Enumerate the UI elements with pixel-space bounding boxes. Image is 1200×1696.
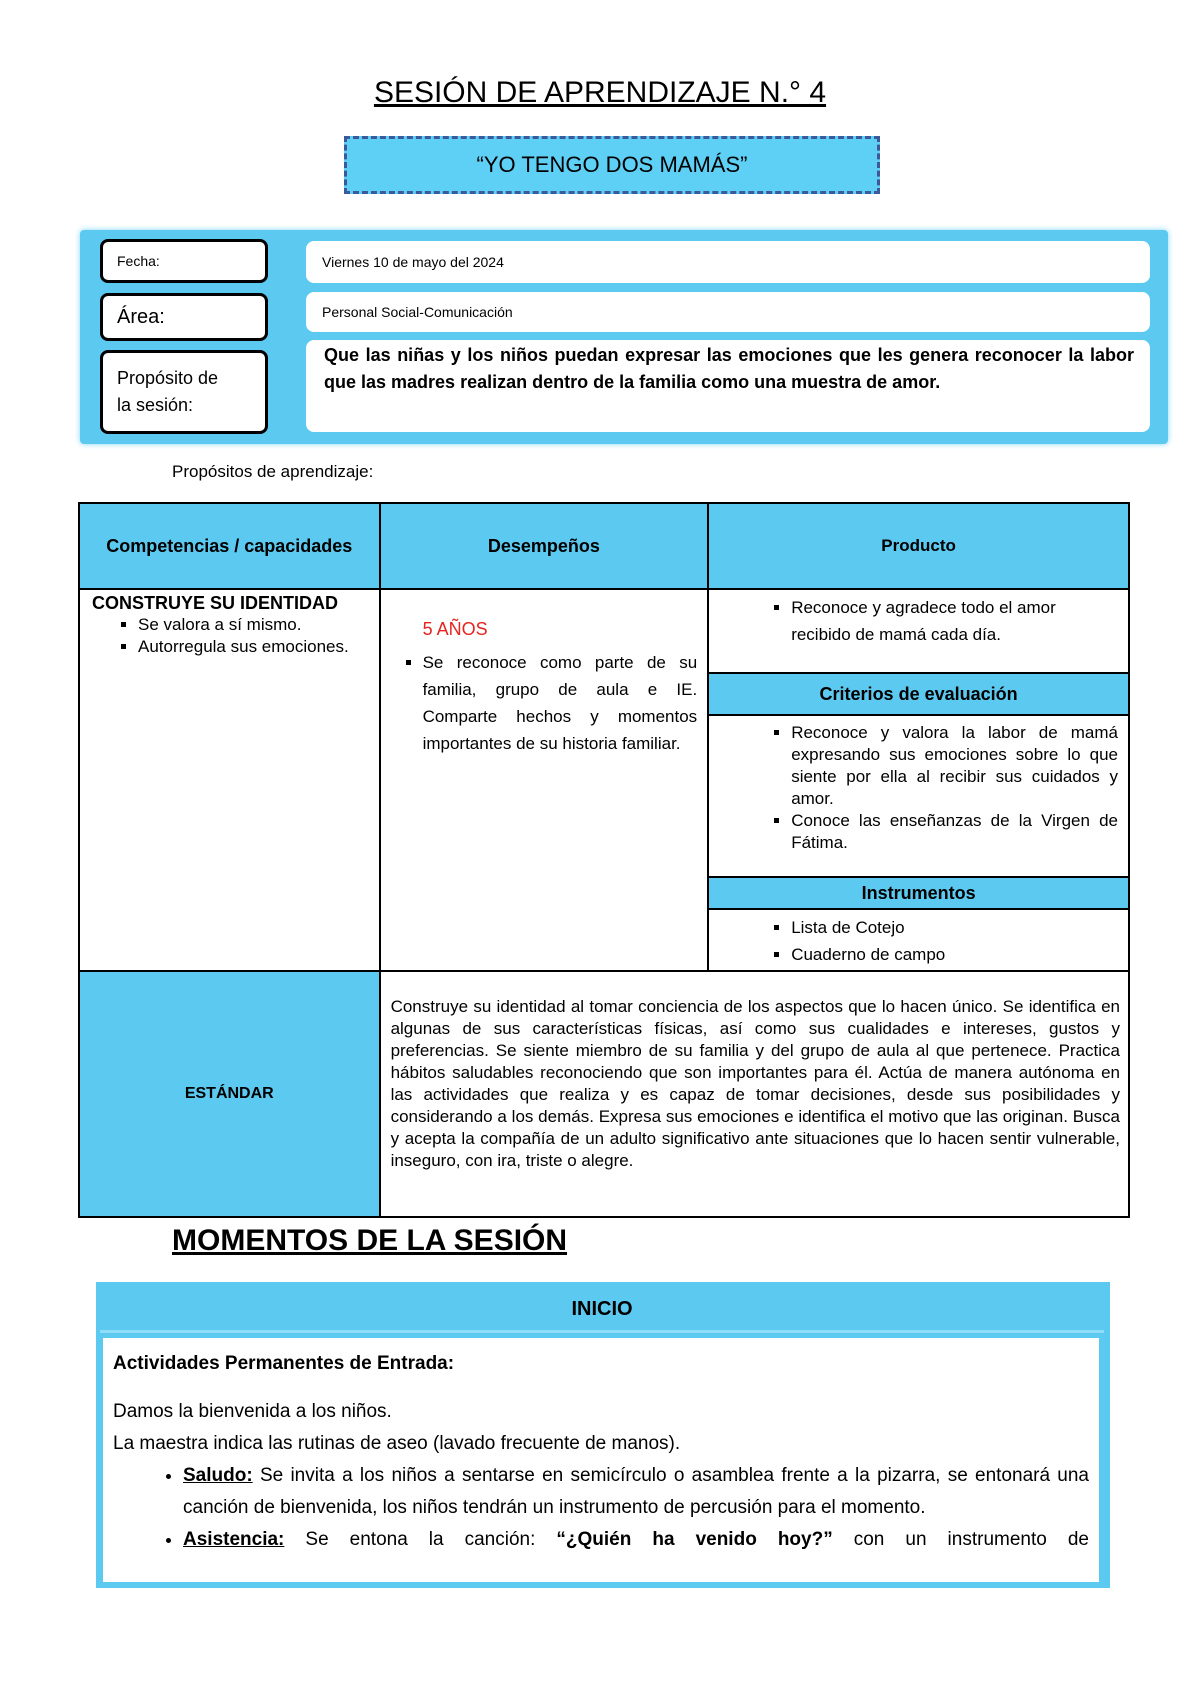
bienvenida-text: Damos la bienvenida a los niños.	[113, 1401, 392, 1422]
instrumento-item: ▪ Cuaderno de campo	[791, 941, 1118, 968]
area-label: Área:	[100, 293, 268, 341]
criterios-header: Criterios de evaluación	[709, 672, 1128, 716]
proposito-label	[100, 350, 268, 434]
asistencia-text: Se entona la canción:	[284, 1529, 557, 1550]
saludo-label: Saludo:	[183, 1465, 253, 1486]
header-competencias: Competencias / capacidades	[79, 503, 380, 589]
fecha-label: Fecha:	[100, 239, 268, 283]
proposito-label-line2: la sesión:	[117, 395, 194, 415]
area-value: Personal Social-Comunicación	[306, 292, 1150, 332]
age-label: 5 AÑOS	[422, 619, 488, 639]
fecha-value: Viernes 10 de mayo del 2024	[306, 241, 1150, 283]
asistencia-label: Asistencia:	[183, 1529, 285, 1550]
header-producto: Producto	[708, 503, 1129, 589]
producto-item: ▪ Reconoce y agradece todo el amor recibido de mamá cada día.	[791, 594, 1118, 648]
estandar-label: ESTÁNDAR	[79, 971, 380, 1217]
competencia-title: CONSTRUYE SU IDENTIDAD	[92, 593, 339, 613]
propositos-label: Propósitos de aprendizaje:	[172, 462, 374, 481]
rutinas-text: La maestra indica las rutinas de aseo (lavado frecuente de manos).	[113, 1433, 681, 1454]
desempeno-item: ▪ Se reconoce como parte de su familia, grupo de aula e IE. Comparte hechos y momentos importantes de su historia familiar.	[423, 649, 698, 757]
momentos-title: MOMENTOS DE LA SESIÓN	[172, 1224, 568, 1257]
actividades-title: Actividades Permanentes de Entrada:	[113, 1353, 455, 1374]
competencias-cell	[79, 589, 380, 971]
header-desempenos: Desempeños	[380, 503, 709, 589]
session-subtitle: “YO TENGO DOS MAMÁS”	[344, 136, 880, 194]
asistencia-item	[183, 1524, 1089, 1556]
criterio-item: ▪ Reconoce y valora la labor de mamá expresando sus emociones sobre lo que siente por ella al recibir sus cuidados y amor.	[791, 722, 1118, 810]
capacidad-item: ▪ Se valora a sí mismo.	[138, 614, 373, 636]
asistencia-text-end: con un instrumento de	[832, 1529, 1089, 1550]
inicio-header: INICIO	[100, 1288, 1104, 1333]
instrumento-item: ▪ Lista de Cotejo	[791, 914, 1118, 941]
learning-table	[78, 502, 1130, 1218]
desempenos-cell	[380, 589, 709, 971]
estandar-text: Construye su identidad al tomar conciencia de los aspectos que lo hacen único. Se identifica en algunas de sus características físicas, así como sus cualidades e intereses, gustos y preferencias. Se siente miembro de su familia y del grupo de aula al que pertenece. Practica hábitos saludables reconociendo que son importantes para él. Actúa de manera autónoma en las actividades que realiza y es capaz de tomar decisiones, desde sus posibilidades y considerando a los demás. Expresa sus emociones e identifica el motivo que las originan. Busca y acepta la compañía de un adulto significativo ante situaciones que lo hacen sentir vulnerable, inseguro, con ira, triste o alegre.	[380, 971, 1129, 1217]
saludo-text: Se invita a los niños a sentarse en semicírculo o asamblea frente a la pizarra, se entonará una canción de bienvenida, los niños tendrán un instrumento de percusión para el momento.	[183, 1465, 1089, 1518]
producto-cell	[708, 589, 1129, 971]
asistencia-song: “¿Quién ha venido hoy?”	[556, 1529, 833, 1550]
proposito-label-line1: Propósito de	[117, 368, 219, 388]
inicio-body	[103, 1338, 1099, 1582]
instrumentos-header: Instrumentos	[709, 876, 1128, 910]
page-title: SESIÓN DE APRENDIZAJE N.° 4	[373, 76, 827, 109]
saludo-item	[183, 1460, 1089, 1524]
criterio-item: ▪ Conoce las enseñanzas de la Virgen de Fátima.	[791, 810, 1118, 854]
proposito-value: Que las niñas y los niños puedan expresar las emociones que les genera reconocer la labor que las madres realizan dentro de la familia como una muestra de amor.	[306, 340, 1150, 432]
capacidad-item: ▪ Autorregula sus emociones.	[138, 636, 373, 658]
